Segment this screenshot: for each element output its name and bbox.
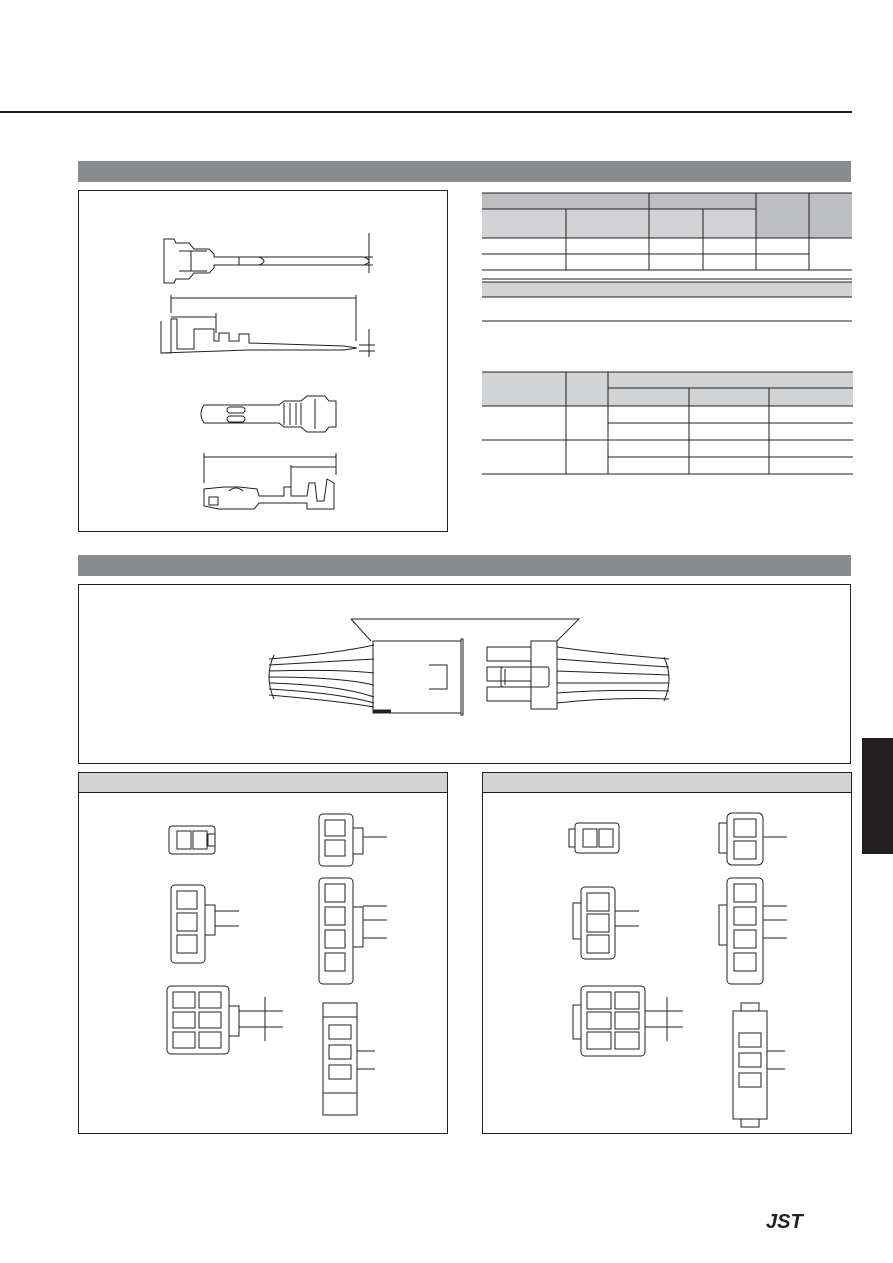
receptacle-layout-panel: [482, 772, 852, 1134]
jst-logo: [766, 1208, 812, 1232]
contact-spec-table: [482, 193, 852, 270]
jst-logo-text: JST: [766, 1211, 803, 1232]
index-tab: [862, 738, 893, 854]
tool-spec-table: [482, 279, 852, 321]
receptacle-housing-views: [483, 793, 851, 1133]
wire-spec-table: [482, 372, 853, 474]
plug-layout-header: [79, 773, 447, 793]
contact-drawing: [79, 191, 447, 531]
plug-housing-views: [79, 793, 447, 1133]
header-rule: [0, 111, 852, 113]
contact-drawing-panel: [78, 190, 448, 532]
section-bar-mating: [78, 555, 851, 576]
plug-layout-panel: [78, 772, 448, 1134]
section-bar-contact: [78, 161, 851, 182]
mating-drawing: [79, 585, 850, 763]
receptacle-layout-header: [483, 773, 851, 793]
mating-drawing-panel: [78, 584, 851, 764]
specification-tables: [481, 190, 854, 490]
